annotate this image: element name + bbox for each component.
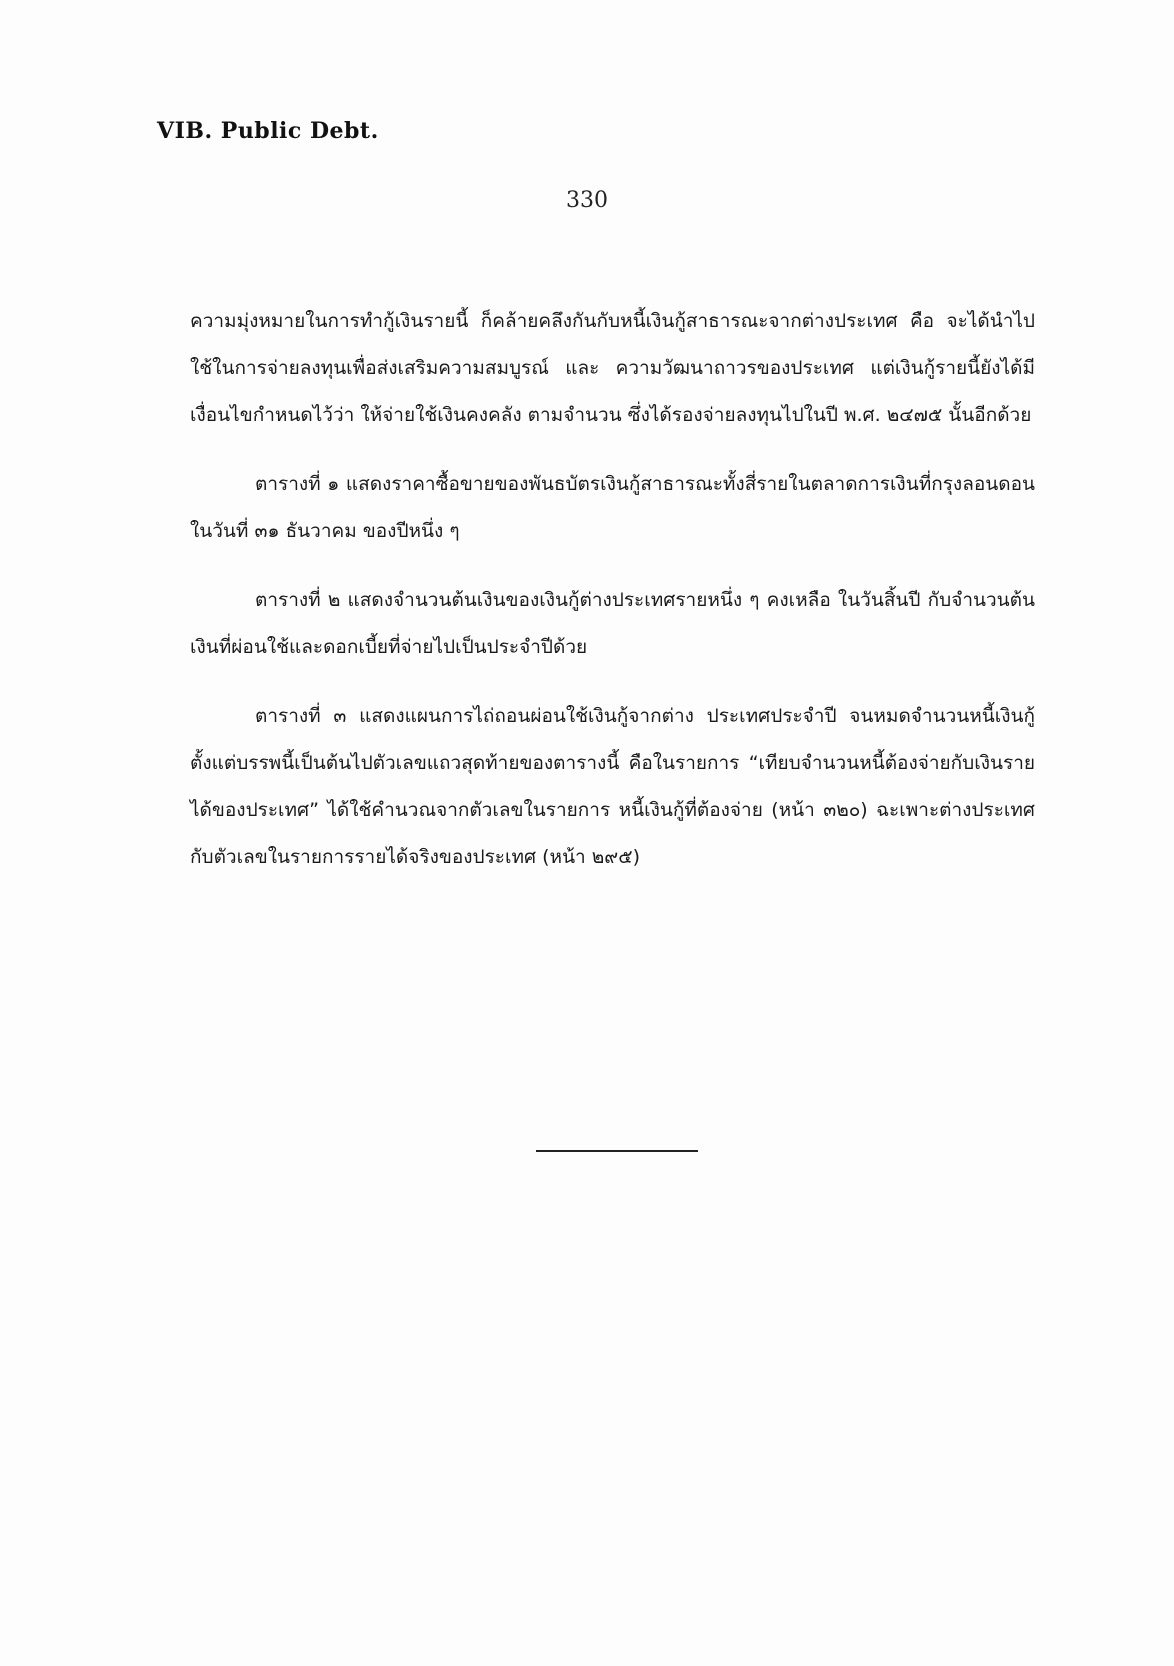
paragraph-table-1: ตารางที่ ๑ แสดงราคาซื้อขายของพันธบัตรเงินกู้สาธารณะทั้งสี่รายในตลาดการเงินที่กรุงลอนดอนในวันที่ ๓๑ ธันวาคม ของปีหนึ่ง ๆ <box>190 473 1035 542</box>
end-divider <box>536 1150 698 1152</box>
body-text <box>190 298 1035 903</box>
paragraph-table-3: ตารางที่ ๓ แสดงแผนการไถ่ถอนผ่อนใช้เงินกู้จากต่าง ประเทศประจำปี จนหมดจำนวนหนี้เงินกู้ ตั้งแต่บรรพนี้เป็นต้นไปตัวเลขแถวสุดท้ายของตารางนี้ คือในรายการ “เทียบจำนวนหนี้ต้องจ่ายกับเงินรายได้ของประเทศ” ได้ใช้คำนวณจากตัวเลขในรายการ หนี้เงินกู้ที่ต้องจ่าย (หน้า ๓๒๐) ฉะเพาะต่างประเทศ กับตัวเลขในรายการรายได้จริงของประเทศ (หน้า ๒๙๕) <box>190 705 1035 868</box>
section-title: VIB. Public Debt. <box>157 118 379 144</box>
page-number: 330 <box>566 188 608 213</box>
paragraph-table-2: ตารางที่ ๒ แสดงจำนวนต้นเงินของเงินกู้ต่างประเทศรายหนึ่ง ๆ คงเหลือ ในวันสิ้นปี กับจำนวนต้นเงินที่ผ่อนใช้และดอกเบี้ยที่จ่ายไปเป็นประจำปีด้วย <box>190 589 1035 658</box>
paragraph-purpose: ความมุ่งหมายในการทำกู้เงินรายนี้ ก็คล้ายคลึงกันกับหนี้เงินกู้สาธารณะจากต่างประเทศ คือ จะได้นำไปใช้ในการจ่ายลงทุนเพื่อส่งเสริมความสมบูรณ์ และ ความวัฒนาถาวรของประเทศ แต่เงินกู้รายนี้ยังได้มีเงื่อนไขกำหนดไว้ว่า ให้จ่ายใช้เงินคงคลัง ตามจำนวน ซึ่งได้รองจ่ายลงทุนไปในปี พ.ศ. ๒๔๗๕ นั้นอีกด้วย <box>190 310 1035 426</box>
